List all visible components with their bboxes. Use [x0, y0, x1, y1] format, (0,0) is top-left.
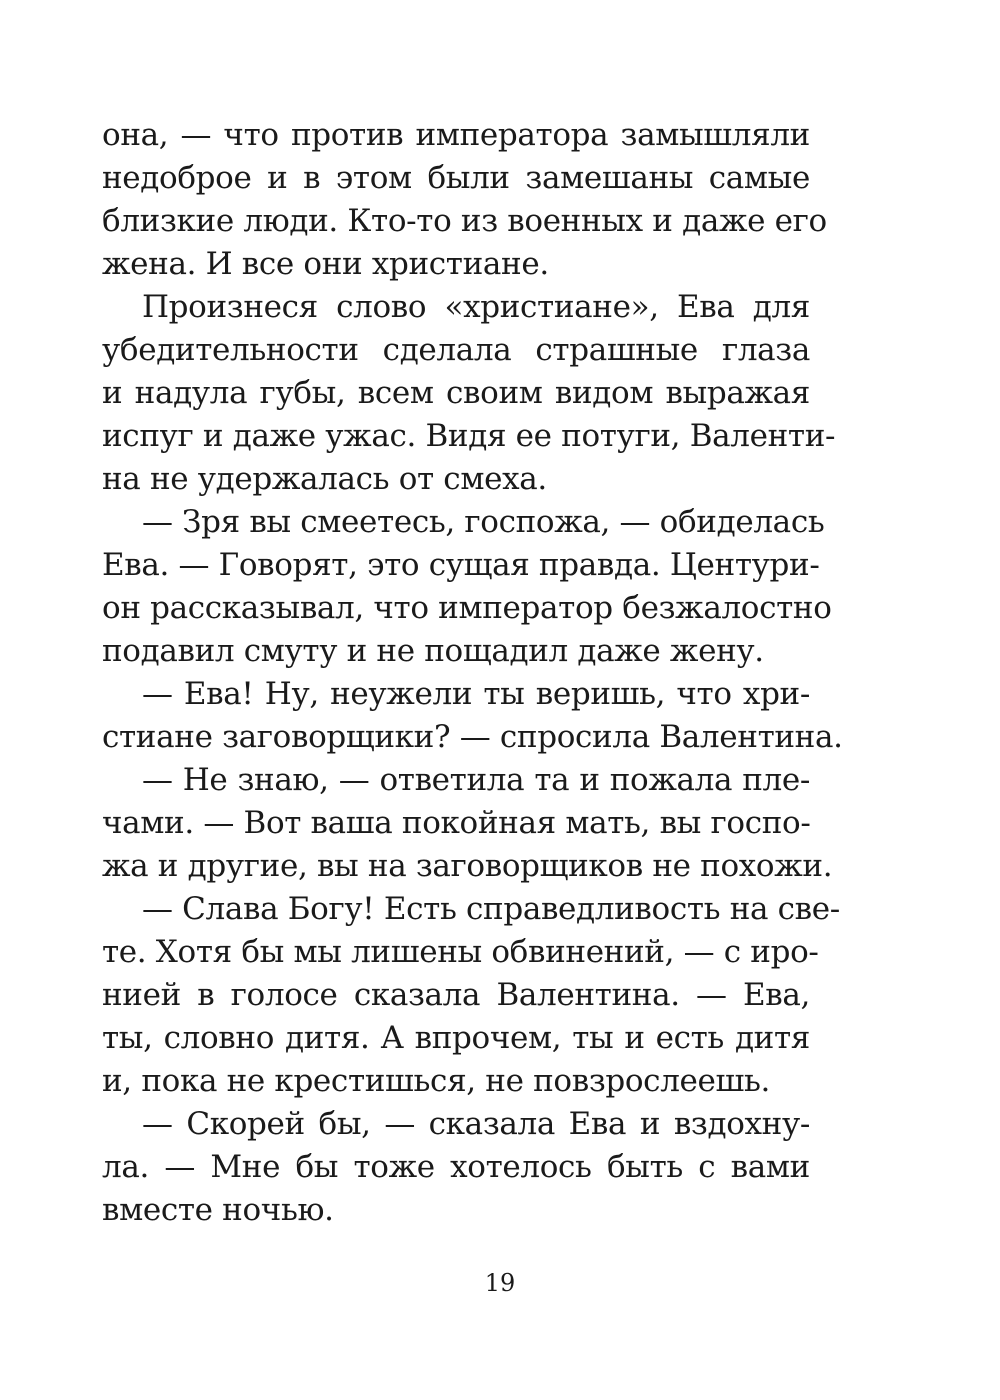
text-line: убедительности сделала страшные глаза	[102, 332, 810, 368]
text-line: вместе ночью.	[102, 1192, 334, 1228]
paragraph	[102, 114, 827, 286]
text-line: жена. И все они христиане.	[102, 246, 549, 282]
text-line: нией в голосе сказала Валентина. — Ева,	[102, 977, 810, 1013]
text-line: близкие люди. Кто-то из военных и даже его	[102, 203, 827, 239]
text-line: — Не знаю, — ответила та и пожала пле-	[142, 762, 810, 798]
text-line: она, — что против императора замышляли	[102, 117, 810, 153]
text-line: — Скорей бы, — сказала Ева и вздохну-	[142, 1106, 810, 1142]
text-line: жа и другие, вы на заговорщиков не похожи.	[102, 848, 833, 884]
paragraph	[102, 1103, 810, 1232]
text-line: подавил смуту и не пощадил даже жену.	[102, 633, 764, 669]
text-line: чами. — Вот ваша покойная мать, вы госпо-	[102, 805, 811, 841]
text-line: недоброе и в этом были замешаны самые	[102, 160, 810, 196]
text-line: и надула губы, всем своим видом выражая	[102, 375, 810, 411]
text-line: на не удержалась от смеха.	[102, 461, 547, 497]
text-line: стиане заговорщики? — спросила Валентина.	[102, 719, 843, 755]
text-line: ты, словно дитя. А впрочем, ты и есть дитя	[102, 1020, 810, 1056]
text-line: он рассказывал, что император безжалостно	[102, 590, 832, 626]
paragraph	[102, 501, 832, 673]
paragraph	[102, 888, 840, 1103]
text-line: Ева. — Говорят, это сущая правда. Центури-	[102, 547, 820, 583]
paragraph	[102, 759, 833, 888]
body-text	[102, 114, 843, 1232]
text-line: — Зря вы смеетесь, госпожа, — обиделась	[142, 504, 825, 540]
paragraph	[102, 286, 836, 501]
text-line: — Слава Богу! Есть справедливость на све-	[142, 891, 840, 927]
text-line: — Ева! Ну, неужели ты веришь, что хри-	[142, 676, 810, 712]
page-number: 19	[484, 1269, 516, 1297]
text-line: те. Хотя бы мы лишены обвинений, — с иро-	[102, 934, 819, 970]
text-line: испуг и даже ужас. Видя ее потуги, Валенти-	[102, 418, 836, 454]
text-line: и, пока не крестишься, не повзрослеешь.	[102, 1063, 771, 1099]
paragraph	[102, 673, 843, 759]
text-line: ла. — Мне бы тоже хотелось быть с вами	[102, 1149, 810, 1185]
text-line: Произнеся слово «христиане», Ева для	[142, 289, 810, 325]
